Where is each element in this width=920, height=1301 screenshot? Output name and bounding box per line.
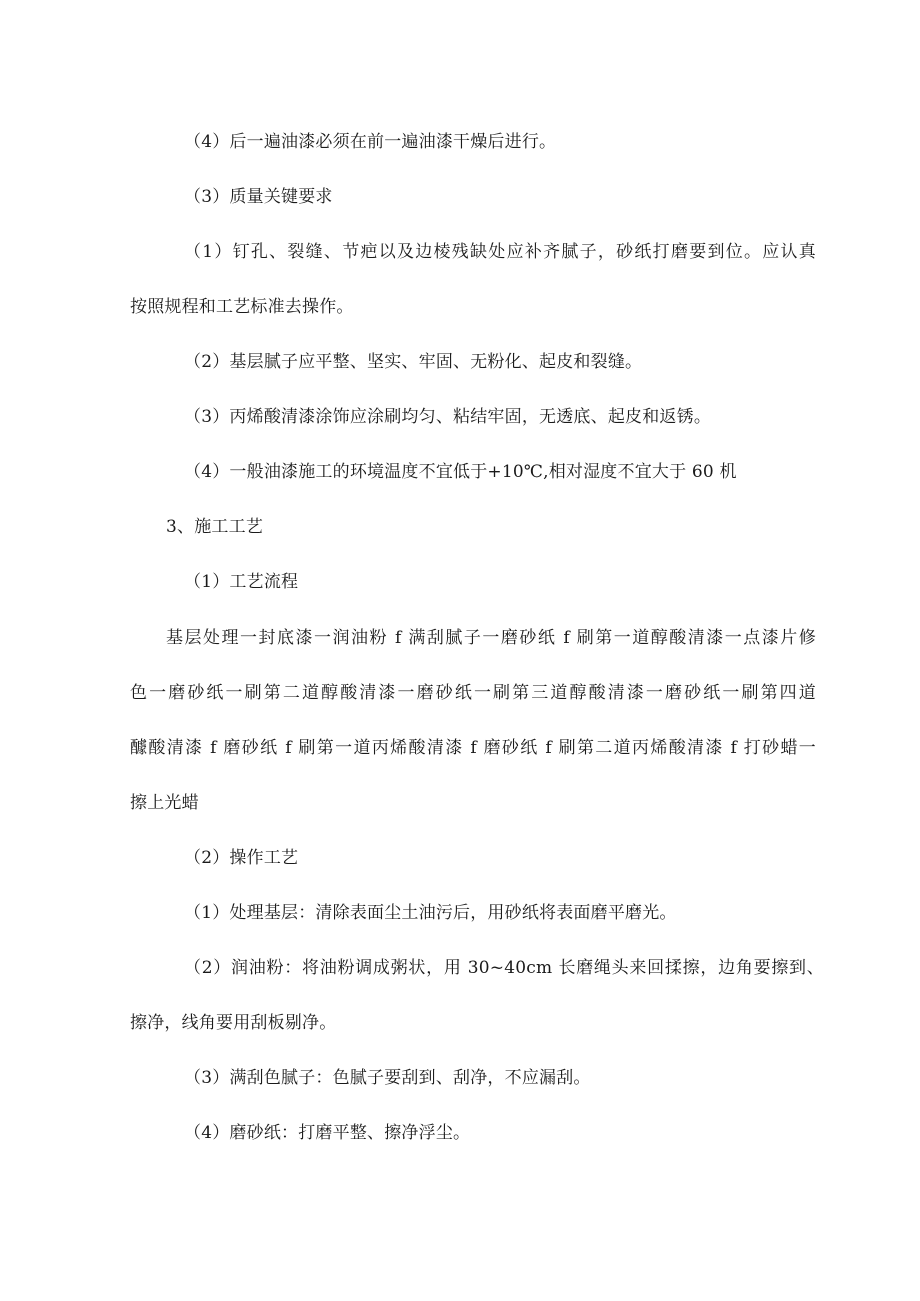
heading-construction-process: 3、施工工艺 bbox=[166, 517, 264, 537]
paragraph-oil-powder-cont: 擦净，线角要用刮板剔净。 bbox=[130, 1013, 337, 1033]
paragraph-putty-requirement-cont: 按照规程和工艺标准去操作。 bbox=[130, 297, 354, 317]
paragraph-base-treatment: （1）处理基层：清除表面尘土油污后，用砂纸将表面磨平磨光。 bbox=[184, 903, 677, 923]
paragraph-base-putty: （2）基层腻子应平整、坚实、牢固、无粉化、起皮和裂缝。 bbox=[184, 352, 643, 372]
paragraph-environment-temp: （4）一般油漆施工的环境温度不宜低于+10℃,相对湿度不宜大于 60 机 bbox=[184, 462, 737, 482]
paragraph-oil-powder: （2）润油粉：将油粉调成粥状，用 30~40cm 长磨绳头来回揉擦，边角要擦到、 bbox=[184, 958, 824, 978]
heading-quality-requirements: （3）质量关键要求 bbox=[184, 187, 333, 207]
paragraph-color-putty: （3）满刮色腻子：色腻子要刮到、刮净，不应漏刮。 bbox=[184, 1068, 591, 1088]
paragraph-process-flow-3: 醵酸清漆 f 磨砂纸 f 刷第一道丙烯酸清漆 f 磨砂纸 f 刷第二道丙烯酸清漆 f 打砂蜡一 bbox=[130, 738, 816, 758]
paragraph-process-flow-1: 基层处理一封底漆一润油粉 f 满刮腻子一磨砂纸 f 刷第一道醇酸清漆一点漆片修 bbox=[166, 628, 816, 648]
paragraph-putty-requirement: （1）钉孔、裂缝、节疤以及边棱残缺处应补齐腻子，砂纸打磨要到位。应认真 bbox=[184, 242, 816, 262]
heading-process-flow: （1）工艺流程 bbox=[184, 572, 299, 592]
heading-operation-process: （2）操作工艺 bbox=[184, 848, 299, 868]
paragraph-sanding: （4）磨砂纸：打磨平整、擦净浮尘。 bbox=[184, 1123, 471, 1143]
paragraph-drying-rule: （4）后一遍油漆必须在前一遍油漆干燥后进行。 bbox=[184, 132, 557, 152]
paragraph-acrylic-coating: （3）丙烯酸清漆涂饰应涂刷均匀、粘结牢固，无透底、起皮和返锈。 bbox=[184, 407, 712, 427]
paragraph-process-flow-4: 擦上光蜡 bbox=[130, 793, 199, 813]
paragraph-process-flow-2: 色一磨砂纸一刷第二道醇酸清漆一磨砂纸一刷第三道醇酸清漆一磨砂纸一刷第四道 bbox=[130, 683, 816, 703]
